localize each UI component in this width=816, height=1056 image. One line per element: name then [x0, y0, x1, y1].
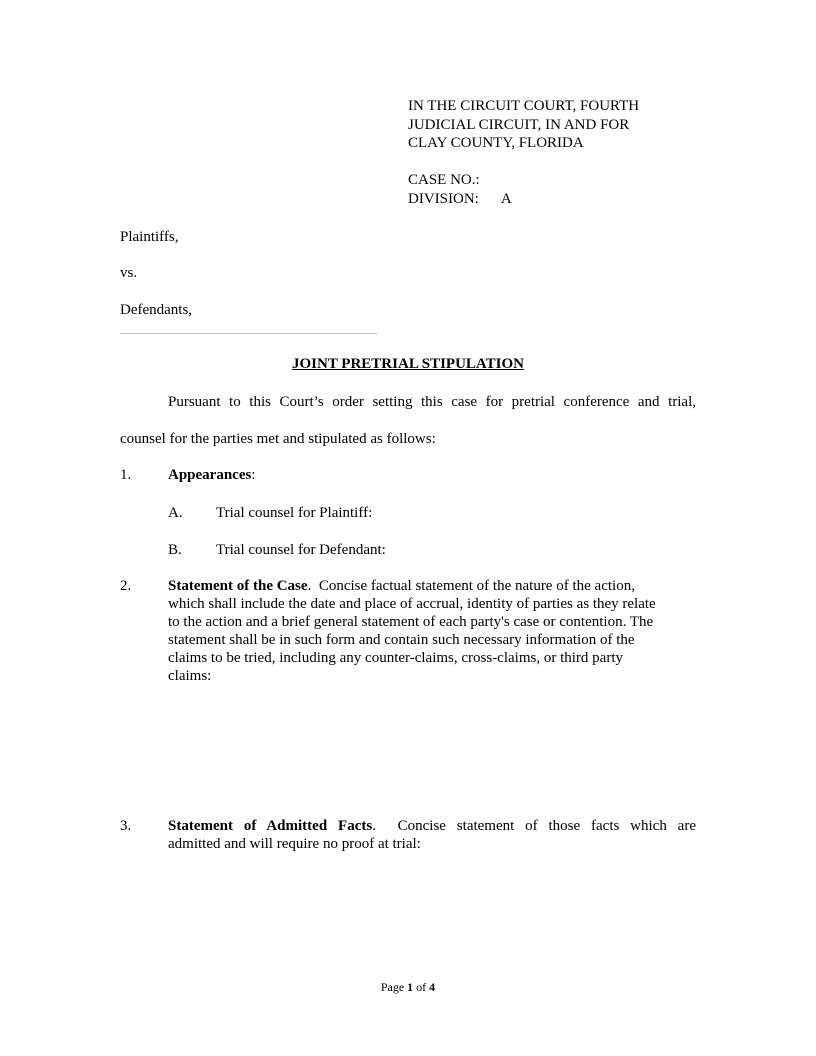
- section-1-heading-suffix: :: [251, 467, 256, 483]
- section-3-body: [168, 817, 696, 853]
- vs-label: vs.: [120, 265, 138, 281]
- section-2-line-3: to the action and a brief general statement of each party's case or contention. The: [168, 614, 654, 630]
- court-line-2: JUDICIAL CIRCUIT, IN AND FOR: [408, 116, 630, 133]
- footer-of-word: of: [416, 980, 427, 994]
- footer-current-page: 1: [407, 980, 414, 994]
- subitem-a-text: Trial counsel for Plaintiff:: [216, 505, 373, 521]
- document-title: JOINT PRETRIAL STIPULATION: [291, 356, 524, 372]
- section-3-number: 3.: [120, 818, 132, 834]
- section-2-number: 2.: [120, 578, 132, 594]
- section-3-line-1: [168, 817, 696, 835]
- section-3-line-2: admitted and will require no proof at trial:: [168, 836, 421, 852]
- section-2-line-1-text: Concise factual statement of the nature of the action,: [318, 578, 635, 594]
- footer-total-pages: 4: [429, 980, 436, 994]
- section-2-body: [168, 577, 696, 685]
- court-line-1: IN THE CIRCUIT COURT, FOURTH: [408, 98, 640, 114]
- section-2-heading: Statement of the Case: [168, 578, 308, 594]
- section-2-line-1: [168, 577, 696, 595]
- defendants-label: Defendants,: [120, 302, 193, 318]
- footer-page-word: Page: [380, 980, 405, 994]
- section-2-heading-suffix: .: [307, 578, 312, 594]
- section-2-line-6: claims:: [168, 668, 212, 684]
- section-1-number: 1.: [120, 467, 132, 483]
- caption-divider-line: [120, 333, 377, 334]
- subitem-b-letter: B.: [168, 542, 182, 558]
- division-label: DIVISION:: [408, 190, 479, 207]
- court-header: [408, 97, 708, 153]
- section-1-heading: Appearances: [168, 467, 252, 483]
- section-3-heading-suffix: .: [372, 818, 376, 834]
- case-info: [408, 171, 512, 208]
- subitem-a-letter: A.: [168, 505, 183, 521]
- case-no-label: CASE NO.:: [408, 172, 480, 188]
- division-row: [408, 190, 512, 209]
- subitem-b-text: Trial counsel for Defendant:: [216, 542, 386, 558]
- page-footer: [0, 978, 816, 996]
- intro-line-1-text: Pursuant to this Court’s order setting this case for pretrial conference and trial,: [168, 394, 696, 410]
- plaintiffs-label: Plaintiffs,: [120, 229, 179, 245]
- section-3-heading: Statement of Admitted Facts: [168, 818, 373, 834]
- division-value: A: [500, 190, 512, 207]
- section-2-line-4: statement shall be in such form and contain such necessary information of the: [168, 632, 635, 648]
- intro-paragraph-line-1: [120, 393, 696, 411]
- section-1-heading-row: [168, 466, 696, 484]
- intro-paragraph-line-2: counsel for the parties met and stipulated as follows:: [120, 431, 436, 447]
- section-2-line-2: which shall include the date and place of accrual, identity of parties as they relate: [168, 596, 656, 612]
- section-3-line-1-text: Concise statement of those facts which are: [397, 818, 696, 834]
- court-line-3: CLAY COUNTY, FLORIDA: [408, 135, 584, 151]
- section-2-line-5: claims to be tried, including any counter-claims, cross-claims, or third party: [168, 650, 623, 666]
